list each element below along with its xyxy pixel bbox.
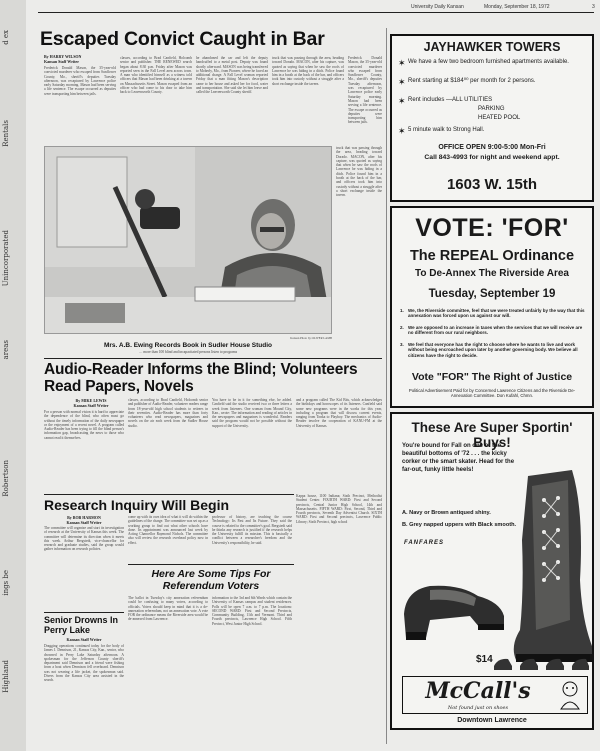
photo-credit: Kansan Photo by OLIVER LAMB	[290, 336, 332, 340]
scrap-text: Robertson	[2, 460, 10, 497]
studio-photo-illustration	[45, 147, 332, 334]
vote-point-3: We feel that everyone has the right to choose where he wants to live and work without being encroached upon later by another governing body. We believe all citizens have the right to decide.	[408, 342, 578, 358]
mascot-icon	[555, 679, 585, 711]
star-icon: ✶	[398, 126, 406, 136]
mccalls-option-a: A. Navy or Brown antiqued shiny.	[402, 510, 491, 516]
issue-date: Monday, September 18, 1972	[484, 4, 550, 10]
convict-headline: Escaped Convict Caught in Bar	[40, 28, 325, 50]
jayhawker-pool: HEATED POOL	[478, 115, 521, 121]
star-icon: ✶	[398, 58, 406, 68]
vote-date: Tuesday, September 19	[428, 288, 556, 300]
jayhawker-phone: Call 843-4993 for night and weekend appt.	[424, 154, 560, 161]
mccalls-shoe-ad	[390, 412, 594, 730]
vote-title: VOTE: 'FOR'	[415, 214, 569, 242]
page-number: 3	[592, 4, 595, 10]
jayhawker-address: 1603 W. 15th	[446, 176, 538, 193]
tips-headline: Here Are Some Tips For Referendum Voters	[151, 568, 271, 592]
audio-col-3: You have to be in it for something else, he added. Canfield said the studio received two or three letters a week from listeners. One woman from Mound City, Kan., wrote: The information and reading of articles in the newspapers and magazines is wonderful. Readers said the program would not be possible without the support of the University.	[212, 398, 292, 428]
list-number: 3.	[400, 342, 404, 347]
folio-rule	[38, 12, 594, 13]
vote-paid-for: Political Advertisement Paid for by Concerned Lawrence Citizens and the Riverside De-Annexation Committee. Don Kufahl, Chmn.	[408, 388, 576, 398]
convict-col-1: Frederick Donald Mason, the 35-year-old convicted murderer who escaped from Sunflower County, Mo., sheriff's deputies Tuesday afternoon, was recaptured by Lawrence police early Saturday morning. Mason had been serving a life sentence. The escape occurred as deputies were transporting him between jails.	[44, 66, 116, 96]
audio-col-1: For a person with normal vision it is hard to appreciate the dependence of the blind, who often must go without the timely information of the daily newspaper or the enjoyment of a recent novel. A program called Audio-Reader has been trying to fill the blind person's information gap, broadcasting the news to those who cannot read it themselves.	[44, 410, 124, 440]
photo-subcaption: … more than 100 blind and incapacitated persons listen to programs	[138, 350, 238, 354]
convict-col-4: truck that was passing through the area, heading toward Dorado. MACON, after his capture, was quoted as saying that when he saw the roofs of Lawrence he was hiding in a ditch. Police found him in a booth at the back of the bar, and officers took him into custody without a struggle after a short exchange inside the tavern.	[272, 56, 344, 86]
mccalls-tagline: Not found just on shoes	[447, 705, 509, 711]
jayhawker-item-2: Rent starting at $184⁰⁰ per month for 2 persons.	[408, 78, 536, 84]
list-number: 2.	[400, 325, 404, 330]
convict-continuation: truck that was passing through the area, heading toward Dorado. MACON, after his capture, was quoted as saying that when he saw the roofs of Lawrence he was hiding in a ditch. Police found him in a booth at the back of the bar, and officers took him into custody without a struggle after a short exchange inside the tavern.	[336, 146, 382, 198]
audio-byline: By MIKE LEWIS Kansan Staff Writer	[73, 398, 109, 408]
paper-name: University Daily Kansan	[411, 4, 464, 10]
mccalls-location: Downtown Lawrence	[457, 717, 527, 724]
research-col-2: come up with its own idea of what it will do within the guidelines of the charge. The committee was set up as a working group to find out what other schools have done. Its appointment was announced last week by Acting Chancellor Raymond Nichols. The committee also will review the research overhead policy now in effect.	[128, 515, 208, 545]
audio-rule	[44, 358, 382, 359]
convict-col-3: he abandoned the car and left the deputy handcuffed to a metal post. Deputy was found shortly afterward. MASON was being transferred to Moberly, Mo., from Pioneer, where he faced an additional charge. A Fall Level woman reported Friday that a man fitting Mason's description came to her house and asked her for food, water and transportation. She said she let him leave and called the Leavenworth County sheriff.	[196, 56, 268, 95]
convict-col-5: Frederick Donald Mason, the 35-year-old convicted murderer who escaped from Sunflower County, Mo., sheriff's deputies Tuesday afternoon, was recaptured by Lawrence police early Saturday morning. Mason had been serving a life sentence. The escape occurred as deputies were transporting him between jails.	[348, 56, 382, 125]
tips-col-3: Kappa house, 1100 Indiana; Sixth Precinct, Methodist Student Center. FOURTH WARD: First and Second precincts, Central Junior High School, 14th and Massachusetts. FIFTH WARD: First, Second, Third and Fourth precincts, Seventh Day Adventist Church. SIXTH WARD: First and Second precincts, Lawrence Public Library; Sixth Precinct, high school	[296, 494, 382, 524]
newspaper-page	[26, 0, 600, 751]
scrap-text: areas	[2, 340, 10, 360]
scrap-text: ings be	[2, 570, 10, 596]
scrap-text: Highland	[2, 660, 10, 693]
vote-point-1: We, the Riverside committee, feel that we were treated unfairly by the way that this annexation was forced upon us against our will.	[408, 308, 585, 319]
fanfares-tag: FANFARES	[404, 540, 445, 546]
senior-rule	[44, 612, 124, 613]
tips-col-2: information to the 3rd and 6th Wards which contain the University of Kansas campus and student residences. Polls will be open 7 a.m. to 7 p.m. The locations: SECOND WARD: First and Second Precincts, Community Building, 11th and Vermont. Third and Fourth precincts, Lawrence High School. Fifth Precinct, West Junior High School.	[212, 596, 292, 626]
research-rule	[44, 494, 294, 495]
star-icon: ✶	[398, 77, 406, 87]
photo-caption: Mrs. A.B. Ewing Records Book in Sudler House Studio	[103, 342, 273, 349]
jayhawker-item-3: Rent includes —ALL UTILITIES	[408, 97, 493, 103]
scrap-text: d ex	[2, 30, 10, 45]
convict-byline: By HARRY WILSON Kansan Staff Writer	[44, 54, 82, 64]
adjacent-page-strip	[0, 0, 26, 751]
studio-photo	[44, 146, 332, 334]
shoe-thumbnail-icons	[492, 654, 590, 672]
scrap-text: Unincorporated	[2, 230, 10, 287]
convict-col-2: classes, according to Brad Canfield, Holcomb senior and publisher. THE RENEWED search began about 8:30 p.m. Friday after Mason was reported seen in the Fall Level area across town. A man who identified himself as a witness told officers that Mason had been drinking at a tavern on Massachusetts Street. Mason escaped from an officer who had come to his door to take him back to Leavenworth County.	[120, 56, 192, 95]
column-divider	[386, 28, 387, 744]
jayhawker-title: JAYHAWKER TOWERS	[423, 40, 561, 54]
jayhawker-item-1: We have a few two bedroom furnished apartments available.	[408, 59, 569, 65]
audio-col-2: classes, according to Brad Canfield, Holcomb senior and publisher of Audio-Reader, volunteer readers range from 18-year-old high school students to retirees in their seventies. Audio-Reader has more than forty volunteers who read newspapers, magazines and novels on the air each week from the Sudler House studio.	[128, 398, 208, 428]
vote-point-2: We are opposed to an increase in taxes when the services that we will receive are no different from our rural neighbors.	[408, 325, 583, 336]
list-number: 1.	[400, 308, 404, 313]
mccalls-logo: McCall's	[425, 678, 531, 704]
vote-for-ad	[390, 206, 594, 408]
jayhawker-hours: OFFICE OPEN 9:00-5:00 Mon-Fri	[438, 144, 546, 151]
scrap-text: Rentals	[2, 120, 10, 147]
shoe-price: $14	[476, 654, 493, 665]
jayhawker-towers-ad	[390, 34, 594, 202]
mccalls-option-b: B. Grey napped uppers with Black smooth.	[402, 522, 517, 528]
mccalls-intro: You're bound for Fall on one of the beautiful bottoms of '72 . . . the kicky corker or the smart skater. Head for the far-out, funky little heels!	[402, 443, 515, 473]
audio-col-4: and a program called The Kid Bits, which acknowledges the birthdays and horoscopes of its listeners. Canfield said some new programs were in the works for this year, including a program that will discuss current events, ranging from Tonka to Playboy. The mechanics of Audio-Reader involve the cooperation of KANU-FM at the University of Kansas.	[296, 398, 382, 428]
jayhawker-parking: PARKING	[478, 106, 505, 112]
vote-line-2: To De-Annex The Riverside Area	[415, 268, 569, 279]
vote-line-1: The REPEAL Ordinance	[409, 248, 575, 264]
star-icon: ✶	[398, 96, 406, 106]
research-byline: By BOB HARMON Kansan Staff Writer	[66, 515, 102, 525]
senior-byline: Kansan Staff Writer	[66, 637, 102, 642]
research-headline: Research Inquiry Will Begin	[44, 497, 230, 513]
jayhawker-item-4: 5 minute walk to Strong Hall.	[408, 127, 485, 133]
mccalls-title: These Are Super Sportin' Buys!	[411, 420, 573, 450]
research-col-1: The committee will organize and start its investigation of research at the University of Kansas this week. The committee will determine its direction when it meets this week. Arthur Bergstedt, vice-chancellor for research and graduate studies, said the group would gather information on research policies.	[44, 526, 124, 552]
senior-headline: Senior Drowns In Perry Lake	[44, 615, 119, 635]
mccalls-logo-box	[402, 676, 588, 714]
research-col-3: professor of history, are teaching the course Technology: Its Past and Its Future. They said the course is related to the committee's goal. Bergstedt said he thinks any research is justified if the research helps the University fulfill its mission. This is basically a conflict between a researcher's freedom and the University's responsibility, he said.	[212, 515, 292, 545]
tips-col-1: The ballot in Tuesday's city annexation referendum could be confusing to many voters, according to officials. Voters should keep in mind that it is a de-annexation referendum, not an annexation vote. A vote FOR the ordinance means the Riverside area would be de-annexed from Lawrence.	[128, 596, 208, 622]
audio-headline: Audio-Reader Informs the Blind; Volunteers Read Papers, Novels	[44, 361, 358, 395]
pump-illustration	[400, 576, 510, 642]
vote-closing: Vote "FOR" The Right of Justice	[411, 371, 573, 383]
tips-rule	[128, 564, 294, 565]
senior-body: Dragging operations continued today for the body of James J. Dennison, 21, Kansas City, Kan., senior, who drowned in Perry Lake Saturday afternoon. A spokesman for the Jefferson County sheriff's department said Dennison and a friend were fishing from a boat when Dennison fell overboard. Dennison was not wearing a life jacket, the spokesman said. Divers from the Kansas City area assisted in the search.	[44, 644, 124, 683]
boot-illustration	[510, 470, 594, 666]
shoe-thumbnails	[492, 654, 590, 672]
